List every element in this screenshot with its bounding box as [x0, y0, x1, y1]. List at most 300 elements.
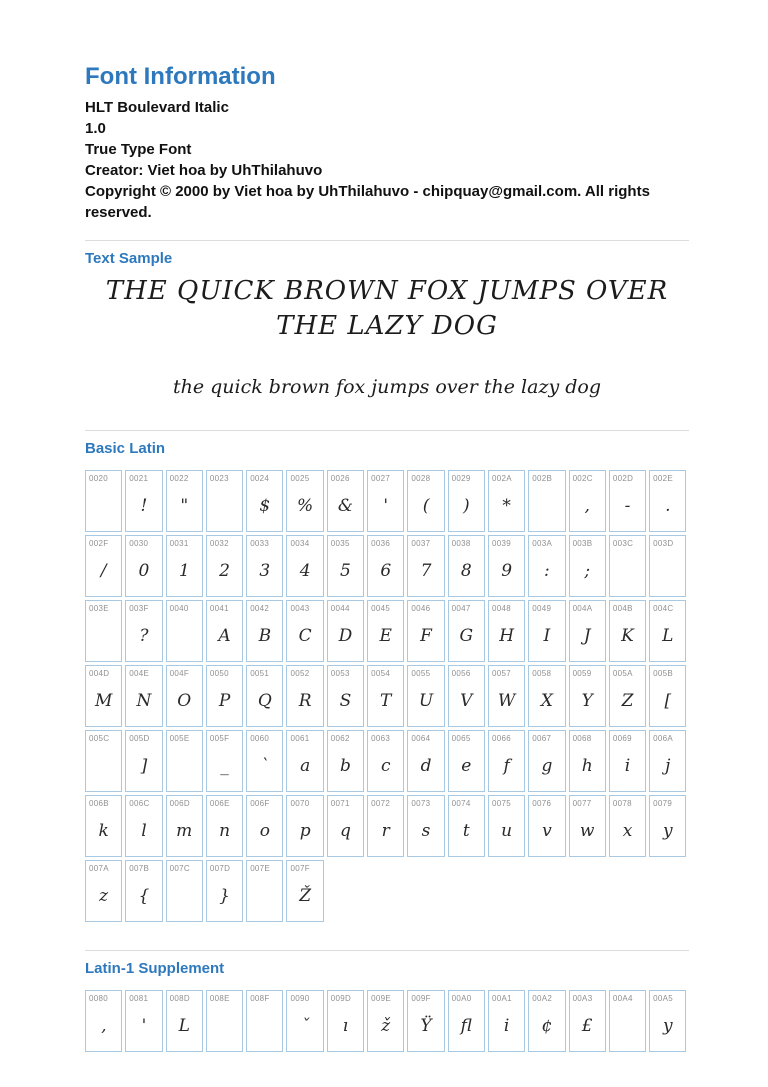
codepoint-label: 002B [532, 474, 553, 483]
glyph-cell-0036 [367, 535, 404, 597]
glyph: Ž [299, 886, 312, 906]
glyph-cell-007C [166, 860, 203, 922]
glyph-cell-00A1 [488, 990, 525, 1052]
glyph-cell-006E [206, 795, 243, 857]
glyph: g [541, 756, 553, 776]
glyph-cell-0055 [407, 665, 444, 727]
glyph-cell-003E [85, 600, 122, 662]
codepoint-label: 00A1 [491, 994, 512, 1003]
glyph: y [663, 1016, 673, 1036]
glyph-cell-0032 [206, 535, 243, 597]
codepoint-label: 002C [572, 474, 593, 483]
glyph-cell-008F [246, 990, 283, 1052]
glyph-cell-0061 [286, 730, 323, 792]
glyph-cell-007E [246, 860, 283, 922]
codepoint-label: 0063 [371, 734, 391, 743]
codepoint-label: 002F [89, 539, 109, 548]
glyph: 5 [340, 561, 351, 581]
codepoint-label: 007D [209, 864, 231, 873]
glyph: 2 [219, 561, 230, 581]
codepoint-label: 003E [89, 604, 109, 613]
glyph-cell-0044 [327, 600, 364, 662]
glyph: _ [220, 756, 229, 776]
glyph-cell-002A [488, 470, 525, 532]
codepoint-label: 004C [653, 604, 674, 613]
codepoint-label: 0050 [209, 669, 229, 678]
glyph: E [379, 626, 392, 646]
font-creator: Creator: Viet hoa by UhThilahuvo [85, 162, 323, 179]
glyph: q [339, 821, 351, 841]
codepoint-label: 0062 [330, 734, 350, 743]
codepoint-label: 0032 [209, 539, 229, 548]
glyph: c [380, 756, 391, 776]
glyph-cell-004F [166, 665, 203, 727]
codepoint-label: 005E [169, 734, 190, 743]
codepoint-label: 0070 [290, 799, 310, 808]
glyph-cell-004B [609, 600, 646, 662]
glyph-cell-0079 [649, 795, 686, 857]
glyph-cell-0071 [327, 795, 364, 857]
glyph-cell-0070 [286, 795, 323, 857]
glyph-cell-0049 [528, 600, 565, 662]
glyph: x [622, 821, 633, 841]
glyph-cell-006A [649, 730, 686, 792]
char-row [85, 860, 689, 922]
codepoint-label: 0049 [532, 604, 552, 613]
codepoint-label: 007B [129, 864, 150, 873]
glyph-cell-0038 [448, 535, 485, 597]
glyph-cell-007A [85, 860, 122, 922]
glyph: ! [140, 496, 148, 516]
glyph: ` [260, 756, 270, 776]
codepoint-label: 006E [209, 799, 230, 808]
codepoint-label: 0047 [451, 604, 471, 613]
glyph-cell-0025 [286, 470, 323, 532]
codepoint-label: 0048 [491, 604, 511, 613]
glyph-cell-0074 [448, 795, 485, 857]
glyph: M [94, 691, 113, 711]
glyph-cell-0059 [569, 665, 606, 727]
glyph: V [460, 691, 473, 711]
codepoint-label: 004D [89, 669, 110, 678]
page-title: Font Information [85, 63, 276, 90]
glyph-cell-00A3 [569, 990, 606, 1052]
glyph: 9 [501, 561, 513, 581]
glyph: ‚ [100, 1016, 107, 1036]
latin1-supplement-table [85, 990, 689, 1052]
glyph-cell-004D [85, 665, 122, 727]
codepoint-label: 0076 [532, 799, 552, 808]
basic-latin-table [85, 470, 689, 922]
glyph: r [381, 821, 390, 841]
glyph: C [298, 626, 312, 646]
glyph-cell-0081 [125, 990, 162, 1052]
codepoint-label: 0030 [129, 539, 149, 548]
font-name: HLT Boulevard Italic [85, 99, 229, 116]
glyph-cell-0030 [125, 535, 162, 597]
glyph-cell-003B [569, 535, 606, 597]
glyph-cell-004E [125, 665, 162, 727]
glyph-cell-0067 [528, 730, 565, 792]
glyph: : [544, 561, 550, 581]
glyph-cell-005C [85, 730, 122, 792]
codepoint-label: 0023 [209, 474, 229, 483]
codepoint-label: 0031 [169, 539, 189, 548]
glyph-cell-002B [528, 470, 565, 532]
char-row [85, 990, 689, 1052]
codepoint-label: 005F [209, 734, 230, 743]
section-divider [85, 240, 689, 241]
codepoint-label: 0090 [290, 994, 310, 1003]
glyph: ; [584, 561, 591, 581]
codepoint-label: 0055 [411, 669, 431, 678]
codepoint-label: 006F [250, 799, 270, 808]
glyph-cell-0024 [246, 470, 283, 532]
glyph-cell-0035 [327, 535, 364, 597]
codepoint-label: 003C [612, 539, 634, 548]
glyph: W [497, 691, 516, 711]
glyph-cell-009E [367, 990, 404, 1052]
codepoint-label: 0060 [250, 734, 270, 743]
glyph-cell-003D [649, 535, 686, 597]
codepoint-label: 007C [169, 864, 190, 873]
glyph: / [100, 561, 107, 581]
glyph-cell-006D [166, 795, 203, 857]
glyph-cell-008E [206, 990, 243, 1052]
codepoint-label: 0025 [290, 474, 310, 483]
codepoint-label: 0071 [330, 799, 350, 808]
glyph-cell-00A5 [649, 990, 686, 1052]
glyph: m [176, 821, 193, 841]
glyph: 6 [380, 561, 392, 581]
codepoint-label: 009D [330, 994, 352, 1003]
glyph-cell-0090 [286, 990, 323, 1052]
codepoint-label: 005C [89, 734, 110, 743]
glyph: I [543, 626, 551, 646]
codepoint-label: 0074 [451, 799, 471, 808]
glyph: ž [381, 1016, 391, 1036]
glyph-cell-003C [609, 535, 646, 597]
char-row [85, 795, 689, 857]
glyph-cell-0033 [246, 535, 283, 597]
codepoint-label: 0080 [89, 994, 108, 1003]
codepoint-label: 008F [250, 994, 270, 1003]
sample-uppercase-line1: THE QUICK BROWN FOX JUMPS OVER [105, 276, 669, 306]
glyph: ? [139, 626, 149, 646]
font-version: 1.0 [85, 120, 106, 137]
codepoint-label: 003A [532, 539, 553, 548]
glyph-cell-005D [125, 730, 162, 792]
codepoint-label: 0078 [612, 799, 632, 808]
glyph: d [420, 756, 432, 776]
glyph: f [503, 756, 510, 776]
codepoint-label: 0066 [491, 734, 511, 743]
codepoint-label: 0037 [411, 539, 431, 548]
glyph-cell-008D [166, 990, 203, 1052]
codepoint-label: 0068 [572, 734, 592, 743]
glyph-cell-00A4 [609, 990, 646, 1052]
glyph: P [218, 691, 231, 711]
glyph-cell-0031 [166, 535, 203, 597]
glyph-cell-007D [206, 860, 243, 922]
codepoint-label: 004F [169, 669, 190, 678]
codepoint-label: 0022 [169, 474, 189, 483]
glyph: { [138, 886, 150, 906]
codepoint-label: 005B [653, 669, 674, 678]
codepoint-label: 003D [653, 539, 674, 548]
glyph-cell-00A2 [528, 990, 565, 1052]
glyph-cell-003F [125, 600, 162, 662]
codepoint-label: 0045 [371, 604, 391, 613]
glyph: F [420, 626, 432, 646]
glyph-cell-0076 [528, 795, 565, 857]
codepoint-label: 004E [129, 669, 150, 678]
glyph-cell-0041 [206, 600, 243, 662]
glyph-cell-0021 [125, 470, 162, 532]
codepoint-label: 0036 [371, 539, 391, 548]
codepoint-label: 0067 [532, 734, 552, 743]
codepoint-label: 002A [491, 474, 512, 483]
glyph: ı [342, 1016, 349, 1036]
glyph-cell-0045 [367, 600, 404, 662]
glyph-cell-0075 [488, 795, 525, 857]
glyph: v [542, 821, 552, 841]
glyph: U [418, 691, 434, 711]
glyph-cell-0057 [488, 665, 525, 727]
glyph-cell-0040 [166, 600, 203, 662]
codepoint-label: 0028 [411, 474, 431, 483]
glyph-cell-009F [407, 990, 444, 1052]
codepoint-label: 006B [89, 799, 109, 808]
glyph: i [624, 756, 631, 776]
glyph-cell-002E [649, 470, 686, 532]
codepoint-label: 004B [612, 604, 633, 613]
glyph: o [259, 821, 270, 841]
glyph-cell-0042 [246, 600, 283, 662]
codepoint-label: 0075 [491, 799, 511, 808]
glyph: ) [463, 496, 470, 516]
glyph: Ÿ [420, 1016, 432, 1036]
glyph-cell-0058 [528, 665, 565, 727]
codepoint-label: 0029 [451, 474, 471, 483]
glyph: " [180, 496, 189, 516]
glyph: 1 [178, 561, 190, 581]
glyph-cell-0026 [327, 470, 364, 532]
codepoint-label: 0040 [169, 604, 189, 613]
codepoint-label: 007E [250, 864, 271, 873]
codepoint-label: 0056 [451, 669, 471, 678]
glyph: A [218, 626, 231, 646]
glyph-cell-004C [649, 600, 686, 662]
glyph-cell-0080 [85, 990, 122, 1052]
codepoint-label: 0044 [330, 604, 350, 613]
glyph: 3 [259, 561, 271, 581]
codepoint-label: 0052 [290, 669, 310, 678]
char-row [85, 535, 689, 597]
glyph: u [501, 821, 513, 841]
codepoint-label: 0065 [451, 734, 471, 743]
glyph-cell-006F [246, 795, 283, 857]
glyph-cell-0020 [85, 470, 122, 532]
glyph: G [459, 626, 474, 646]
glyph: & [337, 496, 353, 516]
codepoint-label: 0042 [250, 604, 270, 613]
char-row [85, 600, 689, 662]
glyph: ' [141, 1016, 147, 1036]
font-copyright: Copyright © 2000 by Viet hoa by UhThilahuvo - chipquay@gmail.com. All rights reserved. [85, 183, 650, 221]
glyph-cell-0048 [488, 600, 525, 662]
codepoint-label: 006D [169, 799, 190, 808]
glyph-cell-0068 [569, 730, 606, 792]
codepoint-label: 0041 [209, 604, 229, 613]
glyph-cell-0062 [327, 730, 364, 792]
glyph-cell-006C [125, 795, 162, 857]
glyph: i [503, 1016, 510, 1036]
codepoint-label: 0057 [491, 669, 511, 678]
glyph-cell-0027 [367, 470, 404, 532]
glyph: z [99, 886, 109, 906]
glyph-cell-0056 [448, 665, 485, 727]
glyph-cell-0029 [448, 470, 485, 532]
codepoint-label: 004A [572, 604, 593, 613]
glyph: H [499, 626, 515, 646]
codepoint-label: 00A3 [572, 994, 593, 1003]
glyph: b [339, 756, 351, 776]
glyph-cell-0023 [206, 470, 243, 532]
codepoint-label: 0034 [290, 539, 310, 548]
glyph: R [298, 691, 312, 711]
codepoint-label: 0046 [411, 604, 431, 613]
glyph-cell-0066 [488, 730, 525, 792]
char-row [85, 730, 689, 792]
text-sample-heading: Text Sample [85, 250, 173, 267]
glyph: h [581, 756, 593, 776]
glyph-cell-0034 [286, 535, 323, 597]
glyph: p [299, 821, 311, 841]
glyph-cell-0073 [407, 795, 444, 857]
codepoint-label: 0079 [653, 799, 673, 808]
codepoint-label: 0035 [330, 539, 350, 548]
glyph: $ [259, 496, 271, 516]
glyph-cell-007F [286, 860, 323, 922]
latin1-supplement-heading: Latin-1 Supplement [85, 960, 225, 977]
glyph: - [624, 496, 631, 516]
codepoint-label: 0043 [290, 604, 310, 613]
glyph-cell-006B [85, 795, 122, 857]
glyph-cell-0022 [166, 470, 203, 532]
glyph-cell-0051 [246, 665, 283, 727]
codepoint-label: 007F [290, 864, 310, 873]
glyph-cell-003A [528, 535, 565, 597]
codepoint-label: 003F [129, 604, 149, 613]
glyph-cell-0060 [246, 730, 283, 792]
glyph-cell-0046 [407, 600, 444, 662]
codepoint-label: 0081 [129, 994, 149, 1003]
glyph: % [297, 496, 314, 516]
glyph-cell-0064 [407, 730, 444, 792]
glyph-cell-005B [649, 665, 686, 727]
codepoint-label: 0024 [250, 474, 270, 483]
codepoint-label: 00A2 [532, 994, 553, 1003]
glyph: L [178, 1016, 190, 1036]
glyph-cell-0069 [609, 730, 646, 792]
glyph-cell-009D [327, 990, 364, 1052]
glyph: j [665, 756, 671, 776]
glyph: ˇ [300, 1016, 310, 1036]
glyph-cell-002C [569, 470, 606, 532]
glyph-cell-0050 [206, 665, 243, 727]
glyph-cell-0065 [448, 730, 485, 792]
codepoint-label: 0027 [371, 474, 391, 483]
glyph-cell-0063 [367, 730, 404, 792]
font-type: True Type Font [85, 141, 192, 158]
glyph: X [540, 691, 553, 711]
glyph: } [219, 886, 230, 906]
glyph: * [502, 496, 511, 516]
codepoint-label: 005A [612, 669, 633, 678]
codepoint-label: 008E [209, 994, 230, 1003]
glyph: 7 [420, 561, 432, 581]
glyph: [ [664, 691, 672, 711]
font-meta [85, 97, 689, 223]
glyph: ( [422, 496, 430, 516]
codepoint-label: 00A0 [451, 994, 472, 1003]
codepoint-label: 0073 [411, 799, 431, 808]
glyph-cell-0078 [609, 795, 646, 857]
glyph: e [461, 756, 472, 776]
codepoint-label: 0053 [330, 669, 350, 678]
codepoint-label: 008D [169, 994, 190, 1003]
sample-uppercase-line2: THE LAZY DOG [276, 311, 498, 341]
glyph: y [663, 821, 673, 841]
glyph-cell-005F [206, 730, 243, 792]
codepoint-label: 0064 [411, 734, 431, 743]
section-divider [85, 430, 689, 431]
glyph: ] [140, 756, 148, 776]
glyph-cell-0043 [286, 600, 323, 662]
sample-uppercase [85, 274, 689, 344]
glyph-cell-002D [609, 470, 646, 532]
codepoint-label: 0059 [572, 669, 592, 678]
codepoint-label: 0026 [330, 474, 350, 483]
codepoint-label: 0033 [250, 539, 270, 548]
basic-latin-heading: Basic Latin [85, 440, 166, 457]
glyph: T [380, 691, 392, 711]
glyph: , [584, 496, 590, 516]
codepoint-label: 0061 [290, 734, 310, 743]
codepoint-label: 0038 [451, 539, 471, 548]
glyph: 0 [138, 561, 150, 581]
glyph: 8 [460, 561, 472, 581]
glyph: Z [621, 691, 634, 711]
codepoint-label: 00A4 [612, 994, 633, 1003]
glyph: n [219, 821, 231, 841]
glyph-cell-0052 [286, 665, 323, 727]
glyph: £ [581, 1016, 593, 1036]
glyph: ¢ [541, 1016, 553, 1036]
glyph: . [665, 496, 671, 516]
glyph-cell-007B [125, 860, 162, 922]
codepoint-label: 009F [411, 994, 431, 1003]
codepoint-label: 006C [129, 799, 150, 808]
codepoint-label: 0077 [572, 799, 592, 808]
glyph-cell-002F [85, 535, 122, 597]
glyph-cell-0054 [367, 665, 404, 727]
codepoint-label: 0069 [612, 734, 632, 743]
glyph: Q [257, 691, 272, 711]
glyph-cell-0077 [569, 795, 606, 857]
codepoint-label: 002E [653, 474, 674, 483]
